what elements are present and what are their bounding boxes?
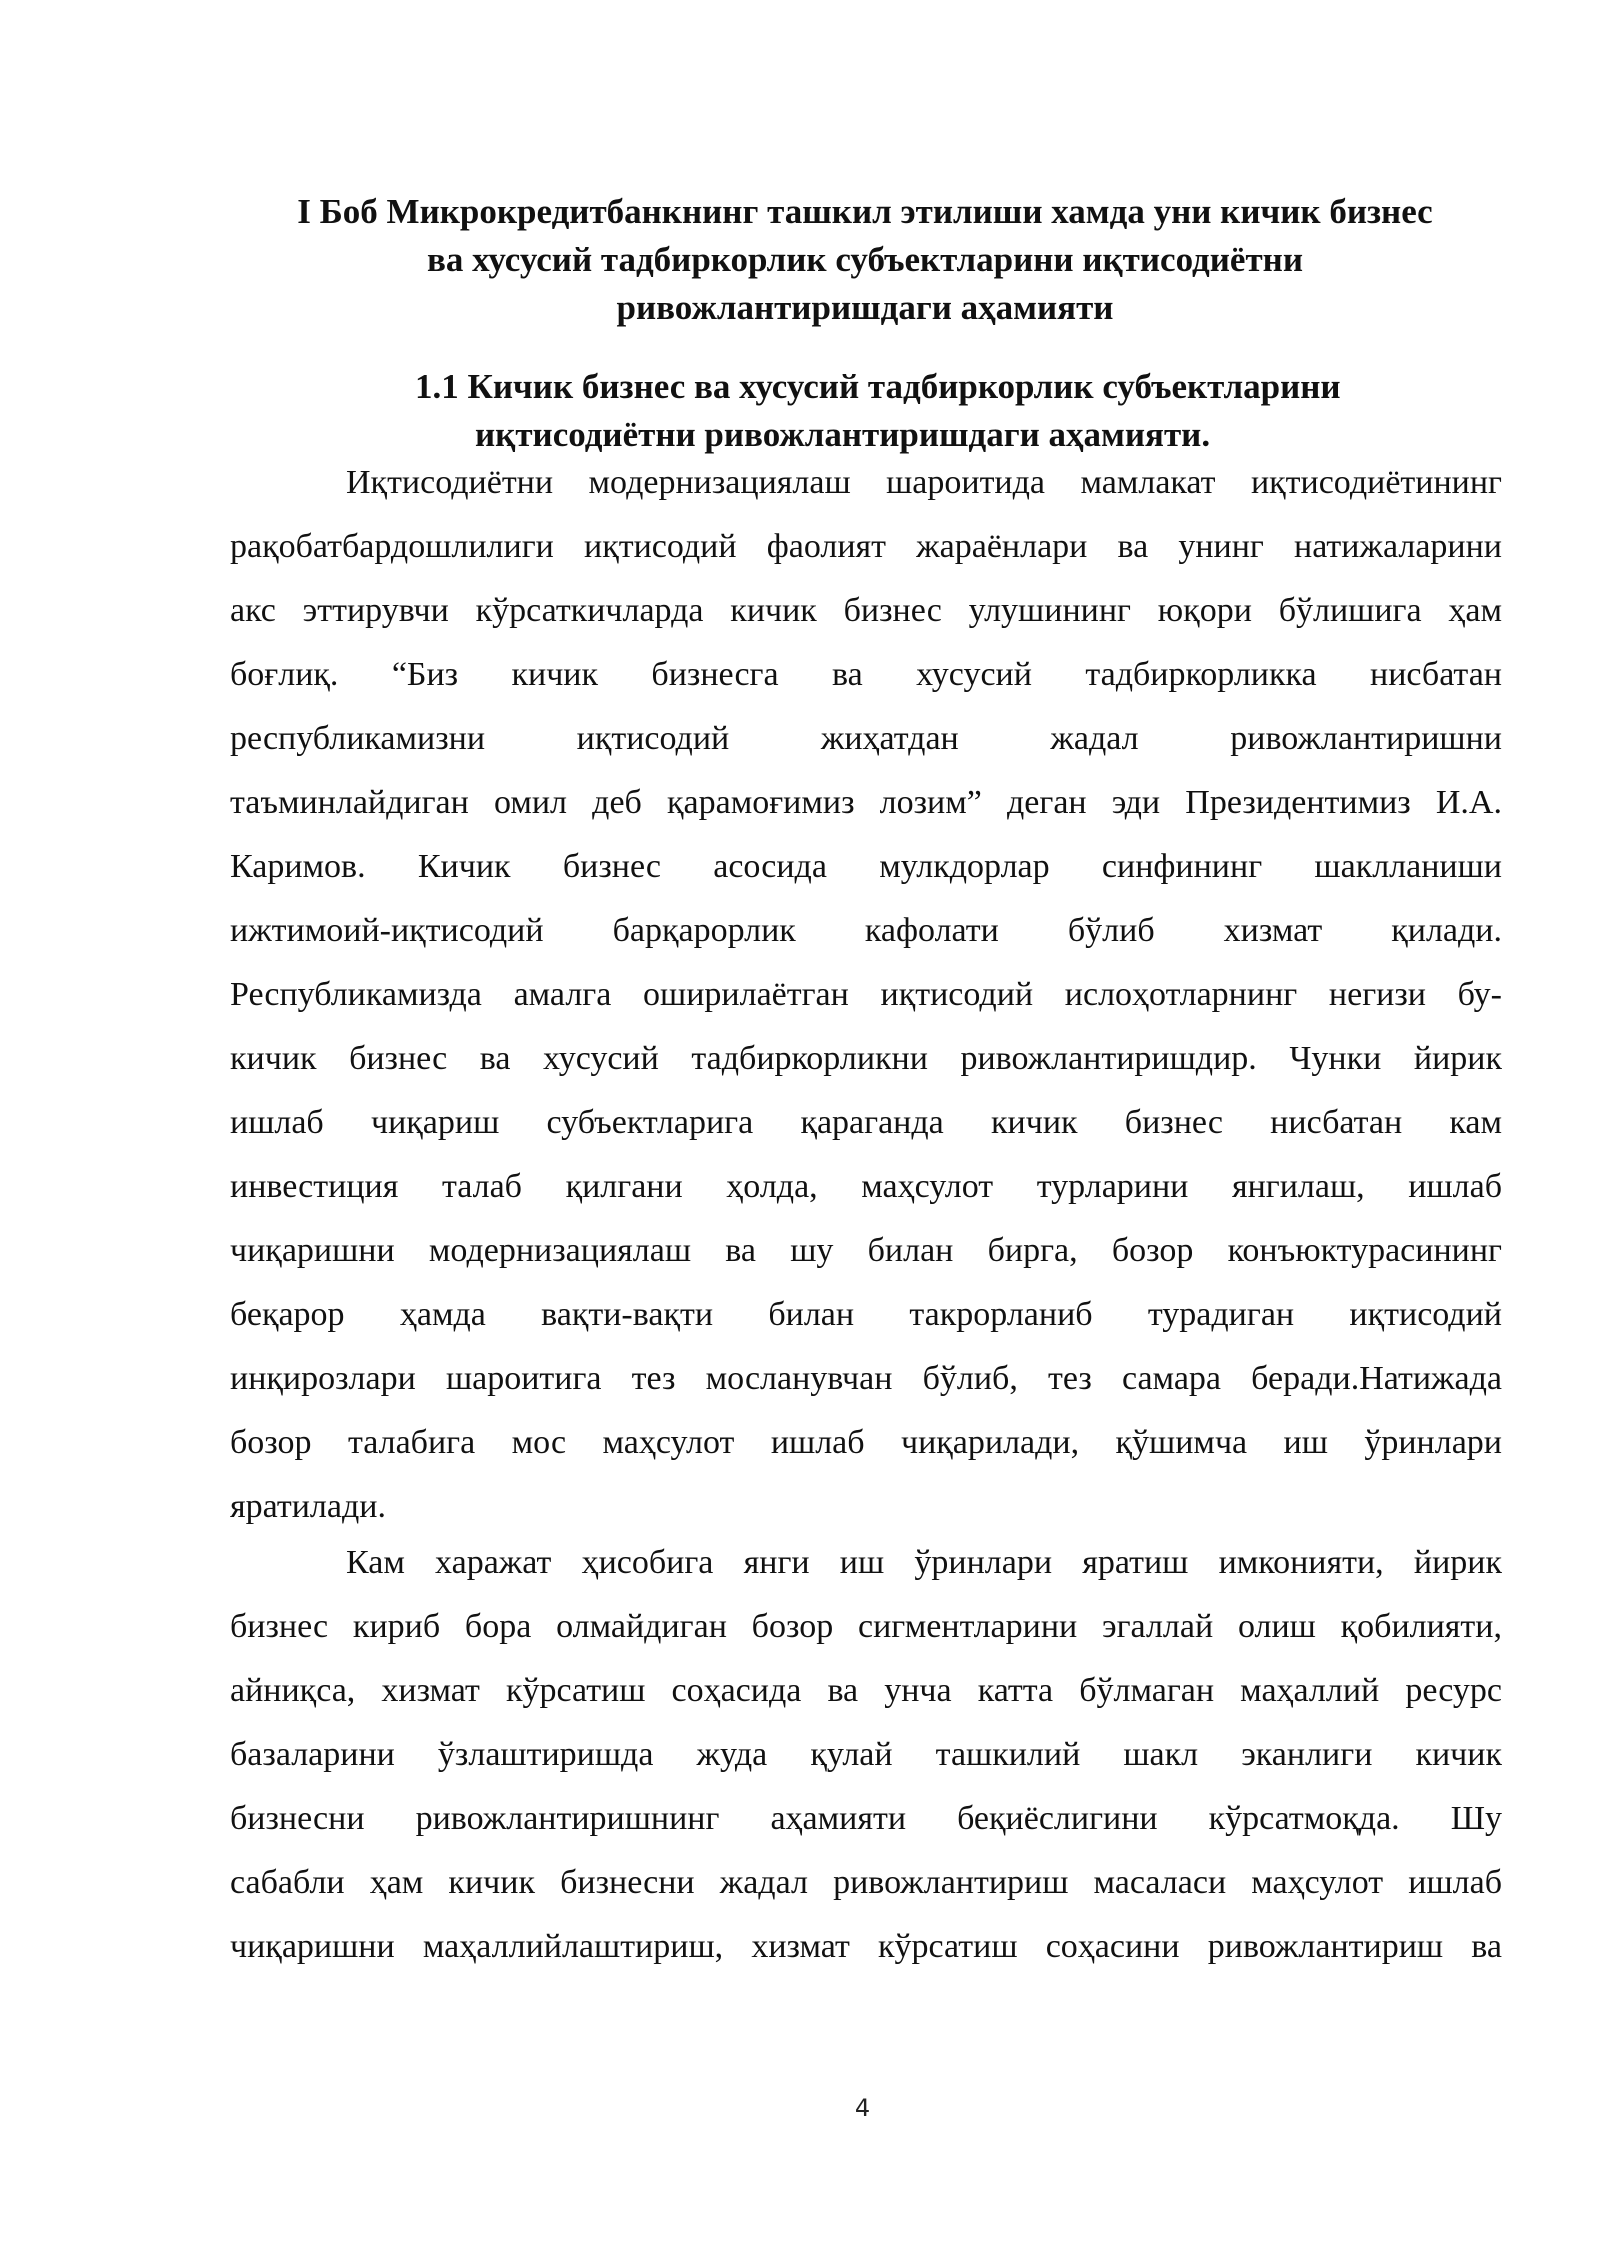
paragraph-line: акс эттирувчи кўрсаткичларда кичик бизнес улушининг юқори бўлишига ҳам: [230, 592, 1502, 629]
body-paragraph: [230, 451, 1502, 1539]
paragraph-line: яратилади.: [230, 1488, 386, 1525]
paragraph-line: бизнес кириб бора олмайдиган бозор сигментларини эгаллай олиш қобилияти,: [230, 1608, 1502, 1645]
paragraph-line: чиқаришни модернизациялаш ва шу билан бирга, бозор конъюктурасининг: [230, 1232, 1502, 1269]
paragraph-line: боғлиқ. “Биз кичик бизнесга ва хусусий тадбиркорликка нисбатан: [230, 656, 1502, 693]
section-title: [230, 363, 1500, 459]
paragraph-line: беқарор ҳамда вақти-вақти билан такрорланиб турадиган иқтисодий: [230, 1296, 1502, 1333]
chapter-title: [230, 188, 1500, 332]
paragraph-line: ижтимоий-иқтисодий барқарорлик кафолати бўлиб хизмат қилади.: [230, 912, 1502, 949]
paragraph-line: Республикамизда амалга оширилаётган иқтисодий ислоҳотларнинг негизи бу-: [230, 976, 1502, 1013]
paragraph-line: таъминлайдиган омил деб қарамоғимиз лозим” деган эди Президентимиз И.А.: [230, 784, 1502, 821]
paragraph-line: инвестиция талаб қилгани ҳолда, маҳсулот турларини янгилаш, ишлаб: [230, 1168, 1502, 1205]
page-number: 4: [854, 2094, 871, 2122]
paragraph-line: базаларини ўзлаштиришда жуда қулай ташкилий шакл эканлиги кичик: [230, 1736, 1502, 1773]
paragraph-line: ишлаб чиқариш субъектларига қараганда кичик бизнес нисбатан кам: [230, 1104, 1502, 1141]
paragraph-line: сабабли ҳам кичик бизнесни жадал ривожлантириш масаласи маҳсулот ишлаб: [230, 1864, 1502, 1901]
paragraph-line: айниқса, хизмат кўрсатиш соҳасида ва унча катта бўлмаган маҳаллий ресурс: [230, 1672, 1502, 1709]
chapter-title-line: ва хусусий тадбиркорлик субъектларини иқтисодиётни: [427, 240, 1303, 279]
section-title-line: 1.1 Кичик бизнес ва хусусий тадбиркорлик субъектларини: [415, 367, 1341, 406]
paragraph-line: бизнесни ривожлантиришнинг аҳамияти беқиёслигини кўрсатмоқда. Шу: [230, 1800, 1502, 1837]
paragraph-line: кичик бизнес ва хусусий тадбиркорликни ривожлантиришдир. Чунки йирик: [230, 1040, 1502, 1077]
paragraph-line: рақобатбардошлилиги иқтисодий фаолият жараёнлари ва унинг натижаларини: [230, 528, 1502, 565]
body-paragraph: [230, 1531, 1502, 1979]
section-title-line: иқтисодиётни ривожлантиришдаги аҳамияти.: [475, 415, 1211, 454]
paragraph-line: инқирозлари шароитига тез мосланувчан бўлиб, тез самара беради.Натижада: [230, 1360, 1502, 1397]
paragraph-line: Иқтисодиётни модернизациялаш шароитида мамлакат иқтисодиётининг: [346, 464, 1502, 501]
paragraph-line: республикамизни иқтисодий жиҳатдан жадал ривожлантиришни: [230, 720, 1502, 757]
paragraph-line: Кам харажат ҳисобига янги иш ўринлари яратиш имконияти, йирик: [346, 1544, 1502, 1581]
paragraph-line: бозор талабига мос маҳсулот ишлаб чиқарилади, қўшимча иш ўринлари: [230, 1424, 1502, 1461]
chapter-title-line: I Боб Микрокредитбанкнинг ташкил этилиши хамда уни кичик бизнес: [297, 192, 1433, 231]
paragraph-line: Каримов. Кичик бизнес асосида мулкдорлар синфининг шаклланиши: [230, 848, 1502, 885]
paragraph-line: чиқаришни маҳаллийлаштириш, хизмат кўрсатиш соҳасини ривожлантириш ва: [230, 1928, 1502, 1965]
chapter-title-line: ривожлантиришдаги аҳамияти: [616, 288, 1114, 327]
